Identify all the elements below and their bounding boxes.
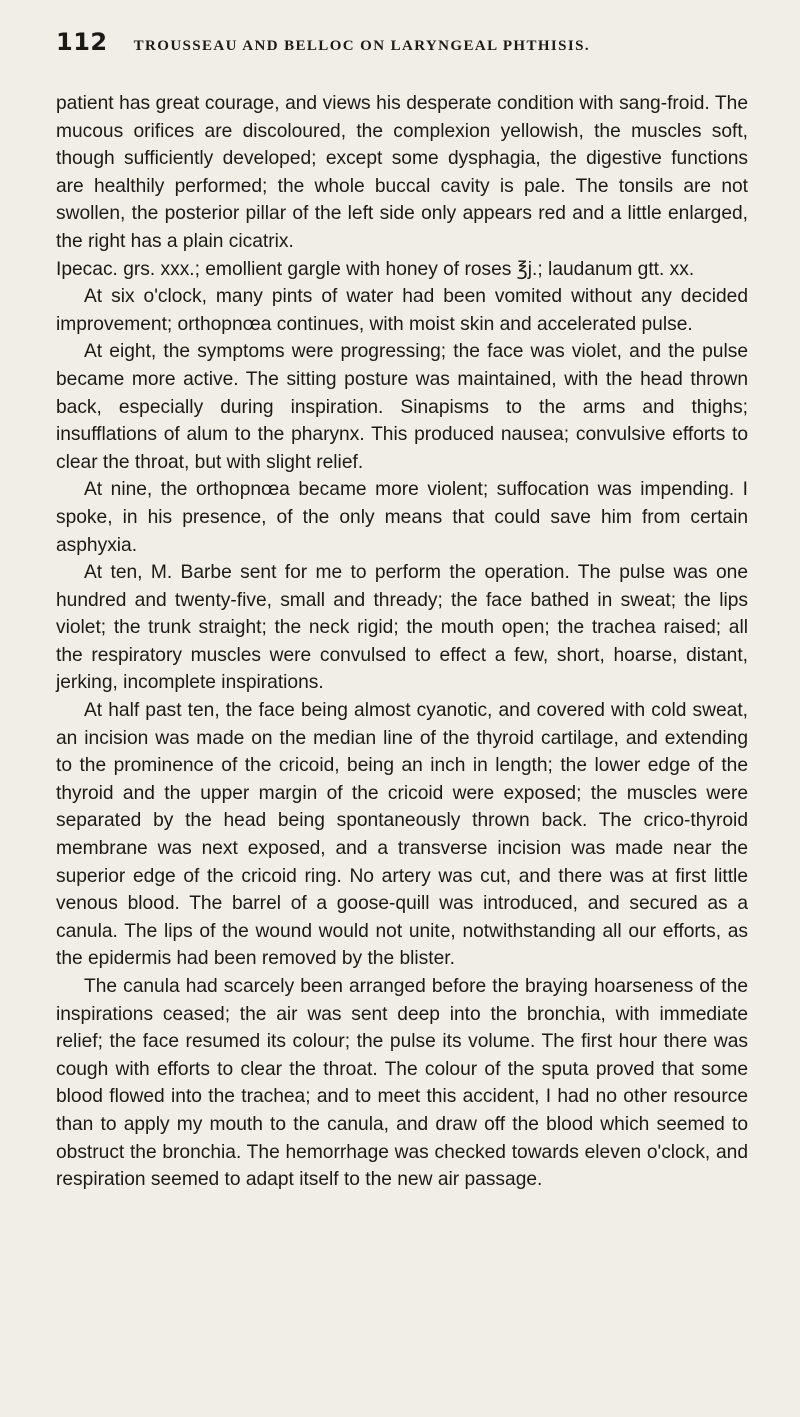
body-text: [56, 90, 748, 1194]
running-title: TROUSSEAU AND BELLOC ON LARYNGEAL PHTHISIS.: [133, 38, 591, 54]
running-head: [56, 28, 748, 64]
page-number: 112: [56, 28, 108, 56]
paragraph-continuation: patient has great courage, and views his desperate condition with sang-froid. The mucous orifices are discoloured, the complexion yellowish, the muscles soft, though sufficiently developed; except some dysphagia, the digestive functions are healthily performed; the whole buccal cavity is pale. The tonsils are not swollen, the posterior pillar of the left side only appears red and a little enlarged, the right has a plain cicatrix.: [56, 93, 748, 252]
paragraph-canula: The canula had scarcely been arranged before the braying hoarseness of the inspirations ceased; the air was sent deep into the bronchia, with immediate relief; the face resumed its colour; the pulse its volume. The first hour there was cough with efforts to clear the throat. The colour of the sputa proved that some blood flowed into the trachea; and to meet this accident, I had no other resource than to apply my mouth to the canula, and draw off the blood which seemed to obstruct the bronchia. The hemorrhage was checked towards eleven o'clock, and respiration seemed to adapt itself to the new air passage.: [56, 976, 748, 1191]
paragraph-nine-oclock: At nine, the orthopnœa became more violent; suffocation was impending. I spoke, in his presence, of the only means that could save him from certain asphyxia.: [56, 479, 748, 556]
paragraph-half-past-ten: At half past ten, the face being almost cyanotic, and covered with cold sweat, an incision was made on the median line of the thyroid cartilage, and extending to the prominence of the cricoid, being an inch in length; the lower edge of the thyroid and the upper margin of the cricoid were exposed; the muscles were separated by the head being spontaneously thrown back. The crico-thyroid membrane was next exposed, and a transverse incision was made near the superior edge of the cricoid ring. No artery was cut, and there was at first little venous blood. The barrel of a goose-quill was introduced, and secured as a canula. The lips of the wound would not unite, notwithstanding all our efforts, as the epidermis had been removed by the blister.: [56, 700, 748, 970]
paragraph-ten-oclock: At ten, M. Barbe sent for me to perform the operation. The pulse was one hundred and twenty-five, small and thready; the face bathed in sweat; the lips violet; the trunk straight; the neck rigid; the mouth open; the trachea raised; all the respiratory muscles were convulsed to effect a few, short, hoarse, distant, jerking, incomplete inspirations.: [56, 562, 748, 694]
paragraph-six-oclock: At six o'clock, many pints of water had been vomited without any decided improvement; orthopnœa continues, with moist skin and accelerated pulse.: [56, 286, 748, 335]
paragraph-eight-oclock: At eight, the symptoms were progressing; the face was violet, and the pulse became more active. The sitting posture was maintained, with the head thrown back, especially during inspiration. Sinapisms to the arms and thighs; insufflations of alum to the pharynx. This produced nausea; convulsive efforts to clear the throat, but with slight relief.: [56, 341, 748, 473]
paragraph-prescription: Ipecac. grs. xxx.; emollient gargle with honey of roses ℥j.; laudanum gtt. xx.: [56, 258, 695, 280]
